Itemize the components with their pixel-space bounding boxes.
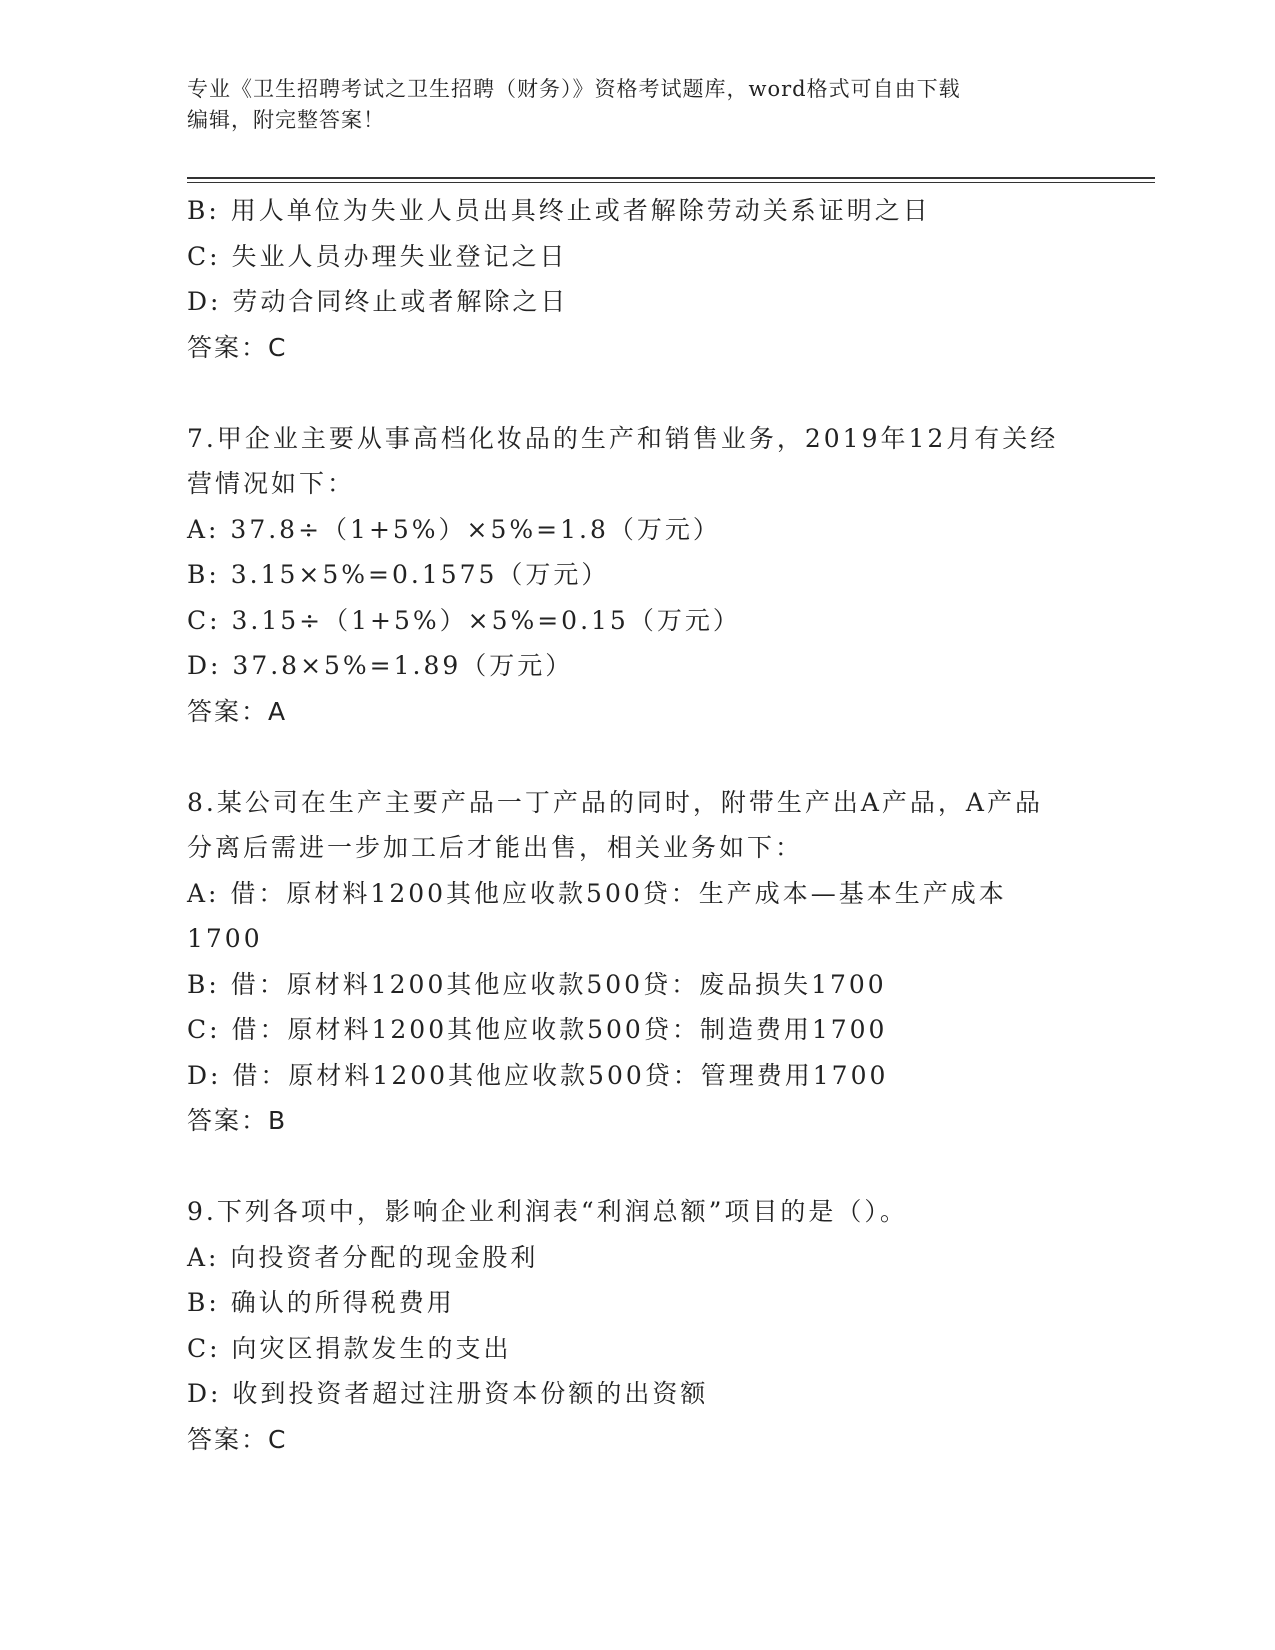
q7-option-b: B: 3.15×5%=0.1575（万元） [187, 560, 610, 589]
header-line-1: 专业《卫生招聘考试之卫生招聘（财务）》资格考试题库，word格式可自由下载 [187, 77, 961, 101]
header-divider-thin [187, 182, 1155, 183]
q7-stem-line-1: 7.甲企业主要从事高档化妆品的生产和销售业务，2019年12月有关经 [187, 423, 1059, 453]
q8-option-a-line-2: 1700 [187, 924, 263, 953]
q9-option-c: C: 向灾区捐款发生的支出 [187, 1333, 512, 1363]
q9-option-d: D: 收到投资者超过注册资本份额的出资额 [187, 1379, 709, 1408]
q6-option-c: C: 失业人员办理失业登记之日 [187, 241, 568, 271]
question-9-block [187, 1189, 1087, 1462]
header-divider-thick [187, 177, 1155, 179]
q9-stem-line-1: 9.下列各项中，影响企业利润表“利润总额”项目的是（）。 [187, 1197, 908, 1226]
q8-option-b: B: 借：原材料1200其他应收款500贷：废品损失1700 [187, 969, 887, 999]
q6-answer: 答案：C [187, 332, 288, 362]
q9-option-a: A: 向投资者分配的现金股利 [187, 1242, 539, 1272]
q7-option-c: C: 3.15÷（1+5%）×5%=0.15（万元） [187, 605, 741, 635]
q7-option-d: D: 37.8×5%=1.89（万元） [187, 651, 574, 680]
question-8-block [187, 780, 1087, 1144]
document-header [187, 74, 1087, 136]
q6-option-d: D: 劳动合同终止或者解除之日 [187, 287, 569, 316]
header-line-2: 编辑，附完整答案！ [187, 108, 385, 132]
q6-option-b: B: 用人单位为失业人员出具终止或者解除劳动关系证明之日 [187, 196, 931, 225]
q7-option-a: A: 37.8÷（1+5%）×5%=1.8（万元） [187, 514, 721, 544]
q8-stem-line-2: 分离后需进一步加工后才能出售，相关业务如下： [187, 833, 804, 862]
q7-answer: 答案：A [187, 696, 288, 726]
question-7-block [187, 416, 1087, 735]
q8-option-c: C: 借：原材料1200其他应收款500贷：制造费用1700 [187, 1015, 888, 1044]
question-6-block [187, 188, 1087, 370]
q8-answer: 答案：B [187, 1106, 288, 1135]
q8-option-a-line-1: A: 借：原材料1200其他应收款500贷：生产成本—基本生产成本 [187, 878, 1007, 908]
q8-option-d: D: 借：原材料1200其他应收款500贷：管理费用1700 [187, 1060, 889, 1090]
q8-stem-line-1: 8.某公司在生产主要产品一丁产品的同时，附带生产出A产品，A产品 [187, 787, 1043, 817]
question-content [187, 188, 1087, 1462]
q9-answer: 答案：C [187, 1424, 288, 1454]
q7-stem-line-2: 营情况如下： [187, 469, 356, 498]
q9-option-b: B: 确认的所得税费用 [187, 1288, 455, 1317]
